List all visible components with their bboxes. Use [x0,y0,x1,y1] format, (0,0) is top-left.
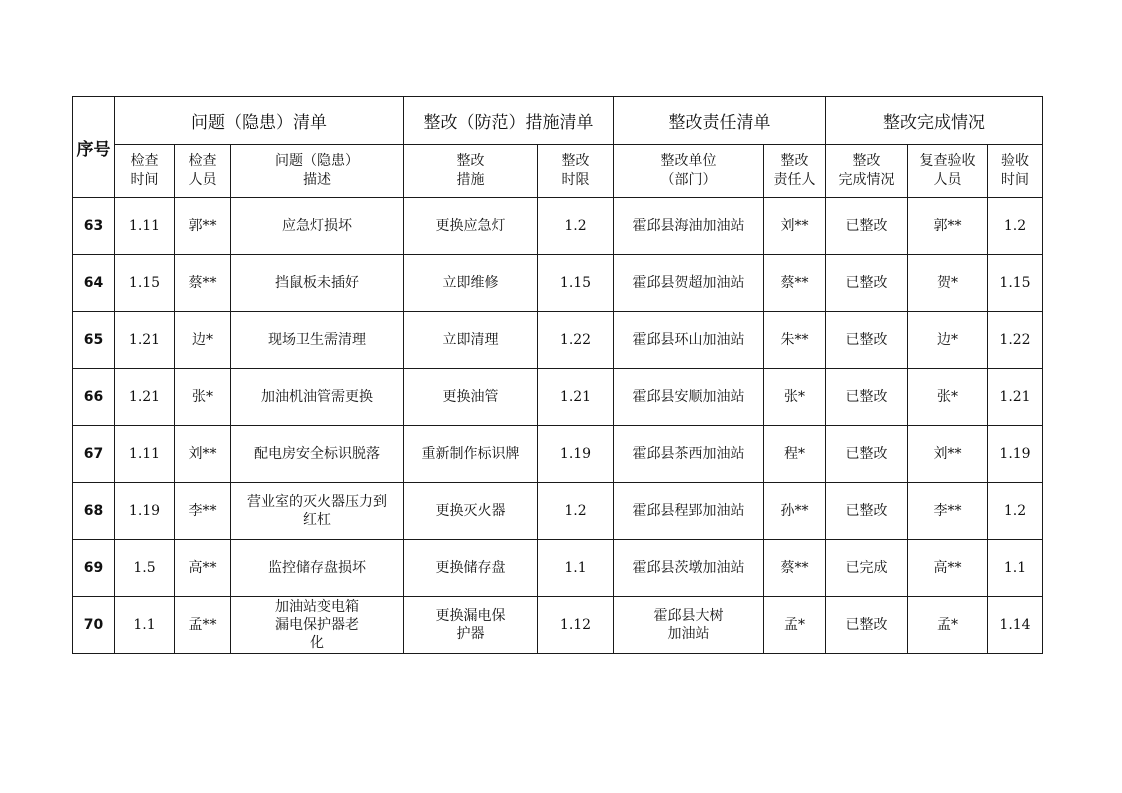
cell-reviewer: 张* [908,369,988,426]
cell-completion-status: 已整改 [826,198,908,255]
col-header-acceptance-time: 验收 时间 [988,145,1043,198]
seq-header: 序号 [73,97,115,198]
cell-acceptance-time: 1.19 [988,426,1043,483]
cell-measure: 更换储存盘 [404,540,538,597]
cell-issue-description: 挡鼠板未插好 [231,255,404,312]
cell-responsible-person: 蔡** [764,255,826,312]
cell-responsible-person: 程* [764,426,826,483]
cell-seq: 70 [73,597,115,654]
cell-reviewer: 贺* [908,255,988,312]
cell-reviewer: 刘** [908,426,988,483]
cell-unit: 霍邱县茶西加油站 [614,426,764,483]
cell-acceptance-time: 1.14 [988,597,1043,654]
cell-completion-status: 已整改 [826,597,908,654]
table-row [73,198,1043,255]
col-header-measure: 整改 措施 [404,145,538,198]
col-header-unit: 整改单位 （部门） [614,145,764,198]
cell-responsible-person: 张* [764,369,826,426]
cell-unit: 霍邱县贺超加油站 [614,255,764,312]
cell-inspector: 张* [175,369,231,426]
cell-seq: 65 [73,312,115,369]
group-header-row [73,97,1043,145]
table-row [73,369,1043,426]
cell-reviewer: 边* [908,312,988,369]
cell-acceptance-time: 1.2 [988,483,1043,540]
cell-measure: 立即维修 [404,255,538,312]
cell-reviewer: 郭** [908,198,988,255]
cell-inspector: 孟** [175,597,231,654]
cell-inspector: 李** [175,483,231,540]
cell-measure: 更换油管 [404,369,538,426]
col-header-issue-description: 问题（隐患） 描述 [231,145,404,198]
cell-inspector: 蔡** [175,255,231,312]
cell-unit: 霍邱县大树 加油站 [614,597,764,654]
cell-check-time: 1.15 [115,255,175,312]
rectification-table [72,96,1043,654]
cell-responsible-person: 刘** [764,198,826,255]
cell-reviewer: 孟* [908,597,988,654]
cell-deadline: 1.12 [538,597,614,654]
cell-issue-description: 监控储存盘损坏 [231,540,404,597]
sub-header-row [73,145,1043,198]
table-row [73,483,1043,540]
cell-unit: 霍邱县海油加油站 [614,198,764,255]
cell-issue-description: 加油站变电箱 漏电保护器老 化 [231,597,404,654]
cell-completion-status: 已整改 [826,312,908,369]
cell-inspector: 边* [175,312,231,369]
cell-deadline: 1.2 [538,483,614,540]
cell-seq: 66 [73,369,115,426]
cell-seq: 63 [73,198,115,255]
col-header-inspector: 检查 人员 [175,145,231,198]
cell-issue-description: 配电房安全标识脱落 [231,426,404,483]
cell-check-time: 1.21 [115,369,175,426]
cell-deadline: 1.15 [538,255,614,312]
cell-inspector: 刘** [175,426,231,483]
table-row [73,312,1043,369]
cell-completion-status: 已整改 [826,426,908,483]
cell-check-time: 1.5 [115,540,175,597]
cell-reviewer: 高** [908,540,988,597]
cell-check-time: 1.11 [115,426,175,483]
cell-deadline: 1.22 [538,312,614,369]
col-header-responsible-person: 整改 责任人 [764,145,826,198]
cell-seq: 69 [73,540,115,597]
cell-issue-description: 营业室的灭火器压力到 红杠 [231,483,404,540]
cell-responsible-person: 孟* [764,597,826,654]
cell-issue-description: 加油机油管需更换 [231,369,404,426]
cell-completion-status: 已整改 [826,369,908,426]
cell-seq: 64 [73,255,115,312]
group-header-completion: 整改完成情况 [826,97,1043,145]
cell-responsible-person: 朱** [764,312,826,369]
cell-acceptance-time: 1.15 [988,255,1043,312]
cell-reviewer: 李** [908,483,988,540]
group-header-issues: 问题（隐患）清单 [115,97,404,145]
cell-seq: 67 [73,426,115,483]
cell-completion-status: 已整改 [826,483,908,540]
cell-inspector: 郭** [175,198,231,255]
cell-unit: 霍邱县茨墩加油站 [614,540,764,597]
cell-unit: 霍邱县程郢加油站 [614,483,764,540]
cell-inspector: 高** [175,540,231,597]
col-header-check-time: 检查 时间 [115,145,175,198]
cell-deadline: 1.2 [538,198,614,255]
cell-issue-description: 现场卫生需清理 [231,312,404,369]
cell-measure: 更换应急灯 [404,198,538,255]
cell-measure: 重新制作标识牌 [404,426,538,483]
cell-acceptance-time: 1.1 [988,540,1043,597]
table-row [73,540,1043,597]
cell-responsible-person: 蔡** [764,540,826,597]
cell-deadline: 1.19 [538,426,614,483]
cell-completion-status: 已整改 [826,255,908,312]
cell-acceptance-time: 1.22 [988,312,1043,369]
group-header-responsibility: 整改责任清单 [614,97,826,145]
cell-acceptance-time: 1.21 [988,369,1043,426]
group-header-measures: 整改（防范）措施清单 [404,97,614,145]
cell-issue-description: 应急灯损坏 [231,198,404,255]
table-row [73,426,1043,483]
cell-seq: 68 [73,483,115,540]
col-header-reviewer: 复查验收 人员 [908,145,988,198]
table-row [73,255,1043,312]
cell-measure: 更换漏电保 护器 [404,597,538,654]
cell-responsible-person: 孙** [764,483,826,540]
cell-measure: 立即清理 [404,312,538,369]
table-row [73,597,1043,654]
cell-unit: 霍邱县安顺加油站 [614,369,764,426]
col-header-completion-status: 整改 完成情况 [826,145,908,198]
cell-check-time: 1.11 [115,198,175,255]
cell-measure: 更换灭火器 [404,483,538,540]
cell-deadline: 1.21 [538,369,614,426]
cell-completion-status: 已完成 [826,540,908,597]
cell-acceptance-time: 1.2 [988,198,1043,255]
cell-check-time: 1.19 [115,483,175,540]
cell-deadline: 1.1 [538,540,614,597]
cell-check-time: 1.1 [115,597,175,654]
cell-check-time: 1.21 [115,312,175,369]
col-header-deadline: 整改 时限 [538,145,614,198]
cell-unit: 霍邱县环山加油站 [614,312,764,369]
